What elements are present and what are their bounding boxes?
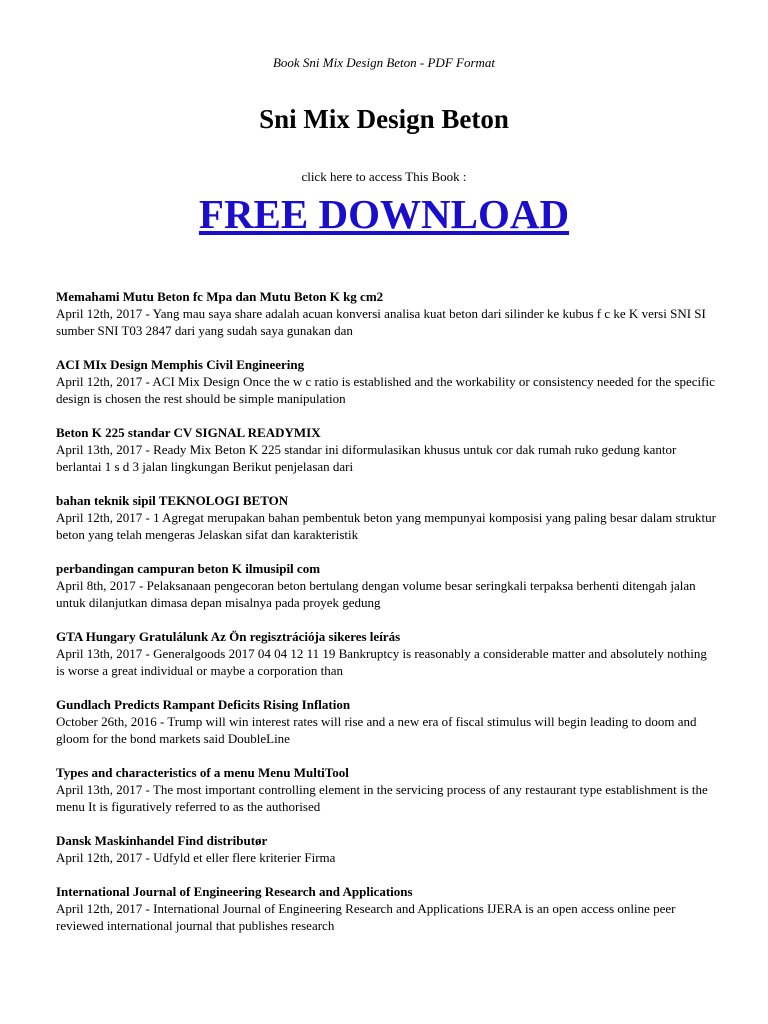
header-note: Book Sni Mix Design Beton - PDF Format bbox=[272, 55, 496, 70]
entry-body: April 13th, 2017 - Generalgoods 2017 04 04 12 11 19 Bankruptcy is reasonably a considerable matter and absolutely nothing is worse a great individual or maybe a corporation than bbox=[56, 646, 707, 678]
list-item bbox=[56, 492, 716, 543]
entry-body: October 26th, 2016 - Trump will win interest rates will rise and a new era of fiscal stimulus will begin leading to doom and gloom for the bond markets said DoubleLine bbox=[56, 714, 697, 746]
entry-body: April 12th, 2017 - 1 Agregat merupakan bahan pembentuk beton yang mempunyai komposisi yang paling besar dalam struktur beton yang telah mengeras Jelaskan sifat dan karakteristik bbox=[56, 510, 716, 542]
entry-title: Gundlach Predicts Rampant Deficits Rising Inflation bbox=[56, 697, 351, 712]
entry-body: April 8th, 2017 - Pelaksanaan pengecoran beton bertulang dengan volume besar seringkali terpaksa berhenti ditengah jalan untuk dilanjutkan dimasa depan misalnya pada proyek gedung bbox=[56, 578, 696, 610]
entry-title: GTA Hungary Gratulálunk Az Ön regisztrációja sikeres leírás bbox=[56, 629, 401, 644]
entry-title: Memahami Mutu Beton fc Mpa dan Mutu Beton K kg cm2 bbox=[56, 289, 384, 304]
list-item bbox=[56, 883, 716, 934]
list-item bbox=[56, 696, 716, 747]
list-item bbox=[56, 424, 716, 475]
list-item bbox=[56, 288, 716, 339]
entry-list bbox=[56, 288, 716, 951]
list-item bbox=[56, 832, 716, 866]
entry-body: April 13th, 2017 - The most important controlling element in the servicing process of any restaurant type establishment is the menu It is figuratively referred to as the authorised bbox=[56, 782, 708, 814]
entry-title: perbandingan campuran beton K ilmusipil com bbox=[56, 561, 321, 576]
list-item bbox=[56, 356, 716, 407]
entry-body: April 12th, 2017 - Udfyld et eller flere kriterier Firma bbox=[56, 850, 336, 865]
page-title: Sni Mix Design Beton bbox=[259, 104, 509, 134]
entry-title: Types and characteristics of a menu Menu MultiTool bbox=[56, 765, 349, 780]
free-download-link[interactable]: FREE DOWNLOAD bbox=[198, 191, 570, 237]
entry-title: Dansk Maskinhandel Find distributør bbox=[56, 833, 268, 848]
entry-title: International Journal of Engineering Research and Applications bbox=[56, 884, 413, 899]
entry-body: April 12th, 2017 - Yang mau saya share adalah acuan konversi analisa kuat beton dari silinder ke kubus f c ke K versi SNI SI sumber SNI T03 2847 dari yang sudah saya gunakan dan bbox=[56, 306, 706, 338]
list-item bbox=[56, 628, 716, 679]
list-item bbox=[56, 764, 716, 815]
entry-title: ACI MIx Design Memphis Civil Engineering bbox=[56, 357, 305, 372]
entry-body: April 13th, 2017 - Ready Mix Beton K 225 standar ini diformulasikan khusus untuk cor dak rumah ruko gedung kantor berlantai 1 s d 3 jalan lingkungan Berikut penjelasan dari bbox=[56, 442, 677, 474]
access-prompt: click here to access This Book : bbox=[301, 169, 467, 184]
entry-body: April 12th, 2017 - ACI Mix Design Once the w c ratio is established and the workability or consistency needed for the specific design is chosen the rest should be simple manipulation bbox=[56, 374, 715, 406]
entry-title: Beton K 225 standar CV SIGNAL READYMIX bbox=[56, 425, 321, 440]
entry-title: bahan teknik sipil TEKNOLOGI BETON bbox=[56, 493, 289, 508]
list-item bbox=[56, 560, 716, 611]
entry-body: April 12th, 2017 - International Journal of Engineering Research and Applications IJERA is an open access online peer reviewed international journal that publishes research bbox=[56, 901, 676, 933]
